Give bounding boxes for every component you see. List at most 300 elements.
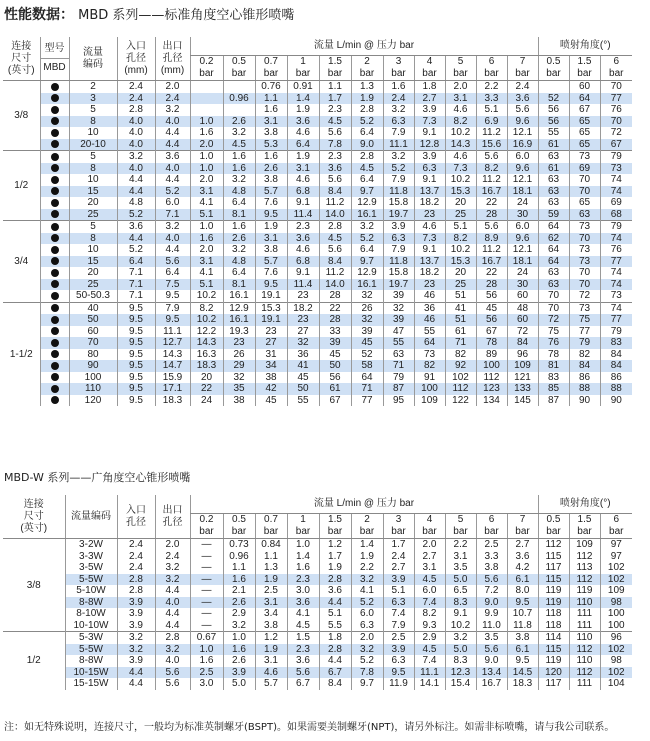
flow-cell: 1.9 [255, 644, 287, 656]
flow-cell: 3.1 [414, 562, 445, 574]
flow-cell: 2.6 [223, 655, 255, 667]
flow-code-cell: 5-5W [65, 644, 117, 656]
table-row [3, 562, 632, 574]
table-row [3, 678, 632, 690]
flow-cell: 39 [383, 314, 414, 326]
flow-cell: 2.5 [190, 667, 223, 679]
angle-cell: 64 [569, 93, 600, 105]
flow-cell: 9.6 [507, 163, 538, 175]
flow-cell: 5.6 [476, 574, 507, 586]
flow-cell: 4.2 [507, 562, 538, 574]
flow-cell: 3.9 [414, 151, 445, 163]
flow-cell: 14.0 [319, 209, 351, 221]
angle-cell: 110 [569, 597, 600, 609]
flow-cell: 102 [445, 372, 476, 384]
flow-cell: 9.7 [351, 678, 383, 690]
flow-cell: 38 [223, 395, 255, 407]
model-dot-cell [40, 372, 69, 384]
table-row [3, 655, 632, 667]
inlet-cell: 7.1 [117, 267, 155, 279]
flow-cell: 9.6 [507, 116, 538, 128]
flow-cell: 47 [383, 326, 414, 338]
flow-cell: 8.2 [445, 233, 476, 245]
model-dot-icon [51, 350, 59, 358]
angle-cell: 90 [569, 395, 600, 407]
flow-cell: 1.1 [255, 93, 287, 105]
pressure-value: 7 [519, 514, 526, 525]
flow-code-cell: 50-50.3 [69, 290, 117, 302]
pressure-header-1.5 [319, 514, 351, 539]
angle-cell: 79 [600, 221, 632, 233]
inlet-cell: 2.4 [117, 562, 155, 574]
flow-cell: 8.4 [319, 256, 351, 268]
flow-cell: 0.67 [190, 632, 223, 644]
flow-cell: 1.6 [223, 163, 255, 175]
flow-cell: 2.5 [476, 539, 507, 551]
flow-cell: 10.2 [445, 244, 476, 256]
inlet-cell: 7.1 [117, 290, 155, 302]
flow-cell: 11.2 [476, 244, 507, 256]
angle-cell: 111 [569, 678, 600, 690]
flow-cell: 1.0 [223, 632, 255, 644]
pressure-unit: bar [327, 526, 343, 537]
flow-cell: 2.4 [383, 93, 414, 105]
table-row [3, 197, 632, 209]
flow-cell: 1.7 [319, 551, 351, 563]
flow-cell: 3.3 [476, 93, 507, 105]
flow-cell: 55 [287, 395, 319, 407]
inlet-cell: 3.9 [117, 655, 155, 667]
outlet-cell: 5.6 [155, 256, 190, 268]
flow-cell: 9.1 [414, 127, 445, 139]
angle-cell: 70 [538, 290, 569, 302]
flow-cell: 6.4 [223, 197, 255, 209]
flow-cell: 5.1 [190, 209, 223, 221]
flow-cell: 27 [287, 326, 319, 338]
outlet-cell: 4.0 [155, 597, 190, 609]
angle-cell: 73 [600, 163, 632, 175]
angle-pressure-header-1.5 [569, 514, 600, 539]
flow-cell: 46 [414, 290, 445, 302]
outlet-cell: 3.6 [155, 151, 190, 163]
pressure-value: 4 [426, 56, 433, 67]
flow-cell: 2.0 [414, 539, 445, 551]
flow-cell: 5.2 [351, 116, 383, 128]
table-row [3, 395, 632, 407]
flow-cell: 4.1 [190, 267, 223, 279]
model-dot-icon [51, 373, 59, 381]
model-dot-icon [51, 304, 59, 312]
flow-cell: 12.9 [223, 302, 255, 314]
flow-cell: 2.7 [507, 539, 538, 551]
model-dot-cell [40, 267, 69, 279]
pressure-unit: bar [359, 68, 375, 79]
flow-cell: 9.0 [351, 139, 383, 151]
angle-pressure-value: 1.5 [577, 56, 592, 67]
flow-cell: 7.3 [445, 163, 476, 175]
flow-cell [223, 81, 255, 93]
angle-cell: 65 [569, 197, 600, 209]
flow-code-cell: 15-15W [65, 678, 117, 690]
angle-cell: 119 [538, 585, 569, 597]
flow-cell: — [190, 562, 223, 574]
flow-cell: 26 [223, 349, 255, 361]
flow-cell: 6.4 [351, 244, 383, 256]
flow-cell: 8.2 [445, 116, 476, 128]
flow-code-cell: 5-10W [65, 585, 117, 597]
model-dot-icon [51, 164, 59, 172]
flow-cell: 5.7 [255, 678, 287, 690]
flow-cell: 2.3 [319, 151, 351, 163]
flow-cell: 2.0 [190, 139, 223, 151]
outlet-cell: 5.2 [155, 186, 190, 198]
angle-pressure-header-6 [600, 514, 632, 539]
pressure-header-5 [445, 56, 476, 81]
flow-code-cell: 60 [69, 326, 117, 338]
flow-cell: 2.2 [476, 81, 507, 93]
flow-cell: 3.6 [287, 597, 319, 609]
flow-cell: 1.6 [223, 644, 255, 656]
flow-cell: 16.9 [507, 139, 538, 151]
flow-cell: 56 [476, 314, 507, 326]
flow-cell: 6.0 [414, 585, 445, 597]
flow-cell: 7.9 [383, 620, 414, 632]
angle-cell: 73 [600, 290, 632, 302]
pressure-header-6 [476, 56, 507, 81]
model-dot-cell [40, 383, 69, 395]
flow-cell: 5.2 [351, 597, 383, 609]
flow-cell: 3.1 [255, 597, 287, 609]
angle-cell: 83 [538, 372, 569, 384]
angle-pressure-unit: bar [577, 526, 592, 537]
flow-cell: 11.0 [476, 620, 507, 632]
flow-cell: 16.3 [190, 349, 223, 361]
model-dot-icon [51, 362, 59, 370]
pressure-value: 1 [300, 514, 306, 525]
angle-cell [538, 81, 569, 93]
flow-cell: 1.0 [190, 116, 223, 128]
flow-cell: 1.4 [351, 539, 383, 551]
angle-cell: 73 [569, 151, 600, 163]
outlet-cell: 3.2 [155, 104, 190, 116]
flow-cell: 71 [445, 337, 476, 349]
model-dot-cell [40, 244, 69, 256]
flow-cell: 1.4 [287, 551, 319, 563]
outlet-cell: 11.1 [155, 326, 190, 338]
angle-cell: 70 [569, 174, 600, 186]
flow-cell: 16.1 [223, 290, 255, 302]
outlet-cell: 4.4 [155, 244, 190, 256]
flow-cell: 8.0 [507, 585, 538, 597]
model-dot-icon [51, 269, 59, 277]
flow-cell: 22 [476, 197, 507, 209]
flow-cell: 3.1 [255, 233, 287, 245]
angle-cell: 75 [569, 314, 600, 326]
mbd-series-title: MBD 系列——标准角度空心锥形喷嘴 [78, 8, 295, 23]
flow-cell: 10.2 [190, 290, 223, 302]
angle-cell: 64 [538, 221, 569, 233]
flow-cell: 2.7 [383, 562, 414, 574]
angle-cell: 73 [569, 256, 600, 268]
flow-cell: 16.1 [351, 279, 383, 291]
model-dot-cell [40, 174, 69, 186]
model-dot-icon [51, 187, 59, 195]
flow-cell: 6.3 [383, 116, 414, 128]
model-dot-icon [51, 94, 59, 102]
flow-code-cell: 25 [69, 279, 117, 291]
outlet-cell: 7.1 [155, 209, 190, 221]
model-dot-icon [51, 210, 59, 218]
inlet-cell: 9.5 [117, 314, 155, 326]
angle-cell: 64 [538, 244, 569, 256]
flow-cell [190, 104, 223, 116]
flow-cell: 5.0 [223, 678, 255, 690]
flow-cell: 30 [507, 279, 538, 291]
model-dot-cell [40, 326, 69, 338]
flow-cell: 91 [414, 372, 445, 384]
flow-cell: 3.6 [287, 655, 319, 667]
outlet-cell: 2.0 [155, 81, 190, 93]
pressure-unit: bar [359, 526, 375, 537]
flow-cell: 32 [351, 314, 383, 326]
flow-cell: 1.9 [287, 104, 319, 116]
pressure-value: 0.5 [232, 56, 246, 67]
inlet-cell: 3.9 [117, 620, 155, 632]
table-row [3, 314, 632, 326]
angle-cell: 115 [538, 574, 569, 586]
flow-cell: 23 [287, 290, 319, 302]
flow-cell: 51 [445, 314, 476, 326]
inlet-cell: 4.8 [117, 197, 155, 209]
flow-cell: 3.1 [255, 655, 287, 667]
table-row [3, 644, 632, 656]
flow-cell: 2.7 [414, 93, 445, 105]
flow-cell: 1.8 [414, 81, 445, 93]
table-row [3, 620, 632, 632]
angle-cell: 77 [600, 256, 632, 268]
angle-header: 喷射角度(°) [538, 37, 632, 56]
outlet-cell: 4.4 [155, 174, 190, 186]
flow-cell: 78 [476, 337, 507, 349]
outlet-cell: 2.4 [155, 93, 190, 105]
conn-size-cell: 1/2 [3, 151, 40, 221]
angle-cell: 70 [569, 233, 600, 245]
angle-cell: 110 [569, 632, 600, 644]
angle-pressure-value: 6 [613, 514, 620, 525]
angle-cell: 77 [569, 326, 600, 338]
angle-pressure-unit: bar [609, 526, 624, 537]
flow-cell: 3.2 [351, 221, 383, 233]
flow-cell: 46 [414, 314, 445, 326]
flow-cell: 24 [190, 395, 223, 407]
flow-cell: 3.9 [223, 667, 255, 679]
flow-cell: 1.3 [351, 81, 383, 93]
flow-cell: 1.0 [287, 539, 319, 551]
pressure-unit: bar [453, 68, 468, 79]
flow-cell: 9.5 [255, 209, 287, 221]
flow-cell: 7.9 [383, 174, 414, 186]
flow-cell: 4.6 [255, 667, 287, 679]
angle-cell: 112 [569, 667, 600, 679]
flow-cell: 0.96 [223, 551, 255, 563]
model-dot-icon [51, 153, 59, 161]
flow-cell: 30 [507, 209, 538, 221]
flow-code-cell: 2 [69, 81, 117, 93]
angle-cell: 65 [569, 116, 600, 128]
angle-cell: 104 [600, 678, 632, 690]
flow-cell: 15.3 [445, 256, 476, 268]
flow-cell: 32 [351, 290, 383, 302]
angle-pressure-unit: bar [577, 68, 592, 79]
outlet-cell: 2.0 [155, 539, 190, 551]
angle-cell: 59 [538, 209, 569, 221]
flow-cell: 1.6 [190, 233, 223, 245]
angle-cell: 72 [538, 314, 569, 326]
flow-cell: 39 [383, 290, 414, 302]
flow-cell: 9.9 [476, 608, 507, 620]
pressure-value: 0.7 [264, 56, 278, 67]
flow-cell: 4.5 [351, 163, 383, 175]
outlet-cell: 4.4 [155, 608, 190, 620]
flow-cell: 50 [319, 360, 351, 372]
flow-cell: 28 [319, 290, 351, 302]
angle-cell: 69 [569, 163, 600, 175]
flow-cell: 5.1 [476, 104, 507, 116]
flow-cell: 50 [287, 383, 319, 395]
flow-cell: — [190, 585, 223, 597]
angle-cell: 68 [600, 209, 632, 221]
table-row [3, 574, 632, 586]
flow-cell: 7.8 [351, 667, 383, 679]
flow-cell: 5.1 [383, 585, 414, 597]
table-row [3, 551, 632, 563]
w-outlet-header: 出口 孔径 [155, 495, 190, 539]
flow-cell: 3.1 [445, 93, 476, 105]
angle-cell: 98 [600, 597, 632, 609]
pressure-unit: bar [199, 68, 214, 79]
flow-cell: 9.1 [445, 608, 476, 620]
flow-cell: 6.3 [351, 620, 383, 632]
flow-cell: 48 [507, 302, 538, 314]
angle-cell: 55 [538, 127, 569, 139]
flow-cell: 15.4 [445, 678, 476, 690]
flow-cell: 5.1 [319, 608, 351, 620]
model-dot-cell [40, 360, 69, 372]
flow-cell: 9.3 [414, 620, 445, 632]
flow-cell: 112 [445, 383, 476, 395]
flow-cell: 19.1 [255, 290, 287, 302]
flow-cell: 2.1 [223, 585, 255, 597]
flow-cell: 84 [507, 337, 538, 349]
pressure-unit: bar [327, 68, 343, 79]
flow-cell: 5.3 [255, 139, 287, 151]
angle-cell: 109 [569, 539, 600, 551]
angle-cell: 86 [600, 372, 632, 384]
flow-cell: 109 [414, 395, 445, 407]
flow-cell: 63 [383, 349, 414, 361]
table-row [3, 233, 632, 245]
angle-cell: 73 [569, 221, 600, 233]
flow-cell: 15.6 [476, 139, 507, 151]
angle-cell: 98 [600, 655, 632, 667]
flow-cell: 3.8 [255, 174, 287, 186]
model-dot-icon [51, 316, 59, 324]
outlet-cell: 4.0 [155, 163, 190, 175]
table-row [3, 667, 632, 679]
pressure-header-0.7 [255, 56, 287, 81]
angle-cell: 96 [600, 632, 632, 644]
angle-cell: 110 [569, 655, 600, 667]
flow-cell: 1.9 [287, 151, 319, 163]
flow-cell: 24 [507, 267, 538, 279]
flow-cell: 11.2 [476, 127, 507, 139]
flow-cell: 4.4 [319, 597, 351, 609]
pressure-unit: bar [263, 68, 279, 79]
flow-cell: 67 [476, 326, 507, 338]
table-row [3, 608, 632, 620]
angle-cell: 73 [569, 244, 600, 256]
angle-cell: 69 [600, 197, 632, 209]
flow-cell: 0.84 [255, 539, 287, 551]
angle-cell: 81 [538, 360, 569, 372]
outlet-cell: 2.8 [155, 632, 190, 644]
flow-cell: 12.1 [507, 244, 538, 256]
inlet-cell: 2.8 [117, 104, 155, 116]
angle-pressure-header-0.5 [538, 514, 569, 539]
flow-cell: 2.6 [223, 233, 255, 245]
pressure-unit: bar [391, 526, 406, 537]
flow-cell: 11.8 [383, 186, 414, 198]
flow-cell: 6.5 [445, 585, 476, 597]
angle-pressure-unit: bar [546, 68, 561, 79]
pressure-unit: bar [295, 526, 311, 537]
flow-cell: 6.0 [507, 151, 538, 163]
model-dot-icon [51, 106, 59, 114]
angle-cell: 70 [569, 279, 600, 291]
pressure-value: 0.5 [232, 514, 246, 525]
flow-cell: 5.2 [351, 233, 383, 245]
flow-cell: 89 [476, 349, 507, 361]
flow-cell: 1.0 [190, 151, 223, 163]
flow-cell: 4.5 [414, 574, 445, 586]
angle-cell: 111 [569, 620, 600, 632]
flow-cell: 9.5 [383, 667, 414, 679]
flow-cell: 3.1 [445, 551, 476, 563]
flow-cell: 3.2 [223, 127, 255, 139]
angle-cell: 100 [600, 608, 632, 620]
pressure-value: 0.2 [199, 514, 214, 525]
flow-cell: 2.3 [319, 104, 351, 116]
flow-cell: 6.3 [383, 233, 414, 245]
flow-cell: 1.9 [319, 562, 351, 574]
flow-cell: 1.6 [223, 151, 255, 163]
angle-cell: 102 [600, 667, 632, 679]
pressure-header-2 [351, 56, 383, 81]
flow-cell: 39 [351, 326, 383, 338]
inlet-cell: 2.8 [117, 574, 155, 586]
pressure-header-4 [414, 56, 445, 81]
flow-cell: 6.0 [507, 221, 538, 233]
flow-header: 流量 L/min @ 压力 bar [190, 37, 538, 56]
outlet-cell: 9.5 [155, 290, 190, 302]
flow-cell: 4.6 [414, 221, 445, 233]
model-dot-cell [40, 221, 69, 233]
flow-cell: 18.2 [414, 197, 445, 209]
w-angle-header: 喷射角度(°) [538, 495, 632, 514]
angle-cell: 74 [600, 186, 632, 198]
flow-cell: 12.3 [445, 667, 476, 679]
angle-cell: 84 [600, 349, 632, 361]
